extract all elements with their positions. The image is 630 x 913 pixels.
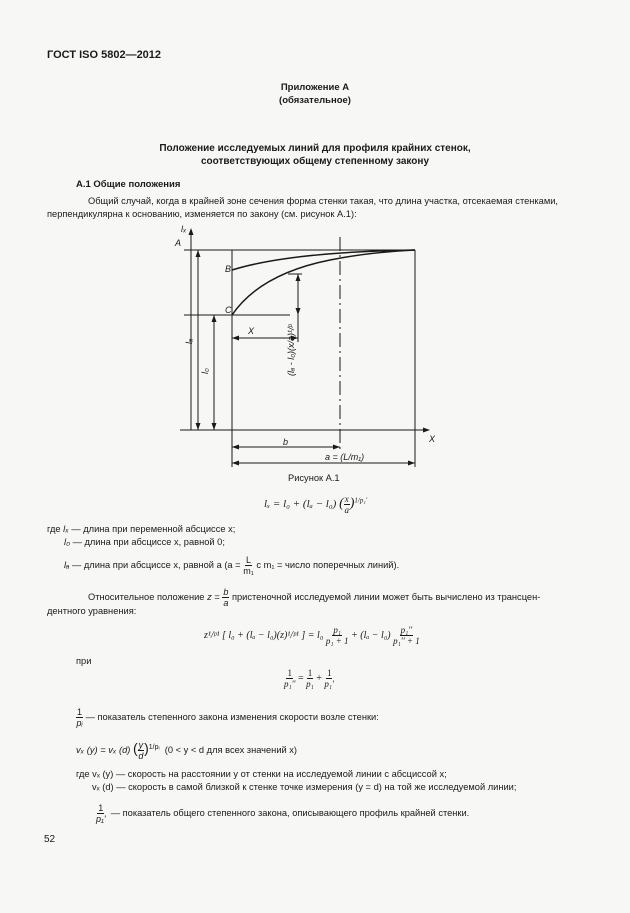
def-p1: $\frac{1}{\text{p₁'}}$ — показатель общего степенного закона, описывающего профиль крайней стенки. — [96, 803, 470, 824]
defs1-line-3: lₐ — длина при абсциссе x, равной a (a = $\frac{L}{\text{m₁}}$ с m₁ = число поперечных линий). — [64, 555, 400, 576]
defs1-line-1: где lₓ — длина при переменной абсциссе x; — [47, 524, 236, 534]
defs2-line-2: vₓ (d) — скорость в самой близкой к стенке точке измерения (y = d) на той же исследуемой линии; — [92, 782, 517, 792]
relpos-line-1: Относительное положение z = $\frac{b}{a}$ пристеночной исследуемой линии может быть вычислено из трансцен- — [88, 587, 541, 608]
formula-4: vₓ (y) = vₓ (d) ( $\frac{y}{d}$ )$^{1/pᵢ}$ (0 < y < d для всех значений x) — [76, 740, 298, 762]
heading-line-1: Положение исследуемых линий для профиля крайних стенок, — [159, 143, 471, 154]
relpos-line-2: дентного уравнения: — [47, 606, 137, 616]
intro-line-1: Общий случай, когда в крайней зоне сечения форма стенки такая, что длина участка, отсекаемая стенками, — [88, 196, 559, 206]
curve-b — [232, 250, 415, 270]
formula-3: $\frac{1}{\text{p₁''}}$ = $\frac{1}{\text{p₁}}$ + $\frac{1}{\text{p₁'}}$ — [284, 668, 334, 689]
label-curve-expr: (lₐ - l₀)(x/a)¹/ᵖ — [286, 324, 296, 376]
label-l0: l₀ — [200, 368, 210, 374]
formula-1-lhs: lₓ = l₀ + (lₐ − l₀) — [264, 498, 337, 511]
intro-line-2: перпендикулярна к основанию, изменяется по закону (см. рисунок А.1): — [47, 209, 357, 219]
label-b: B — [225, 264, 232, 274]
figure-a1 — [170, 222, 460, 474]
pri-text: при — [76, 656, 92, 666]
label-ix: lₓ — [181, 224, 187, 234]
page-number: 52 — [44, 834, 56, 845]
section-title: А.1 Общие положения — [76, 179, 181, 190]
formula-1-exp: 1/p₁' — [354, 496, 368, 505]
appendix-note: (обязательное) — [279, 95, 351, 106]
standard-header: ГОСТ ISO 5802—2012 — [47, 49, 162, 61]
label-b-dim: b — [283, 437, 289, 447]
formula-1: lₓ = l₀ + (lₐ − l₀) ( $\frac{x}{a}$ )$^{1/p_1'}$ — [264, 494, 368, 515]
formula-1-x: x — [344, 494, 349, 504]
appendix-title: Приложение А — [280, 82, 350, 93]
label-x-axis: X — [429, 434, 436, 444]
defs2-line-1: где vₓ (y) — скорость на расстоянии y от стенки на исследуемой линии с абсциссой x; — [76, 769, 447, 779]
label-a-dim: a = (L/m₁) — [325, 452, 365, 462]
curve-c — [232, 250, 415, 315]
def-pi: $\frac{1}{\text{pᵢ}}$ — показатель степенного закона изменения скорости возле стенки: — [76, 707, 379, 728]
heading-line-2: соответствующих общему степенному закону — [200, 156, 430, 167]
label-la: lₐ — [184, 338, 194, 344]
formula-2: z¹/ᵖ¹ [ l₀ + (lₐ − l₀)(z)¹/ᵖ¹ ] = l₀ $\frac{\text{p₁}}{\text{p₁ + 1}}$ + (lₐ − l₀) $\frac{\text{p₁''}}{\text{p₁'' + 1}}$ — [204, 625, 420, 646]
defs1-line-2: l₀ — длина при абсциссе x, равной 0; — [64, 537, 225, 547]
label-x-segment: X — [248, 326, 255, 336]
label-c: C — [225, 305, 232, 315]
label-a: A — [175, 238, 182, 248]
figure-caption: Рисунок А.1 — [288, 473, 340, 483]
formula-1-a: a — [344, 505, 349, 515]
